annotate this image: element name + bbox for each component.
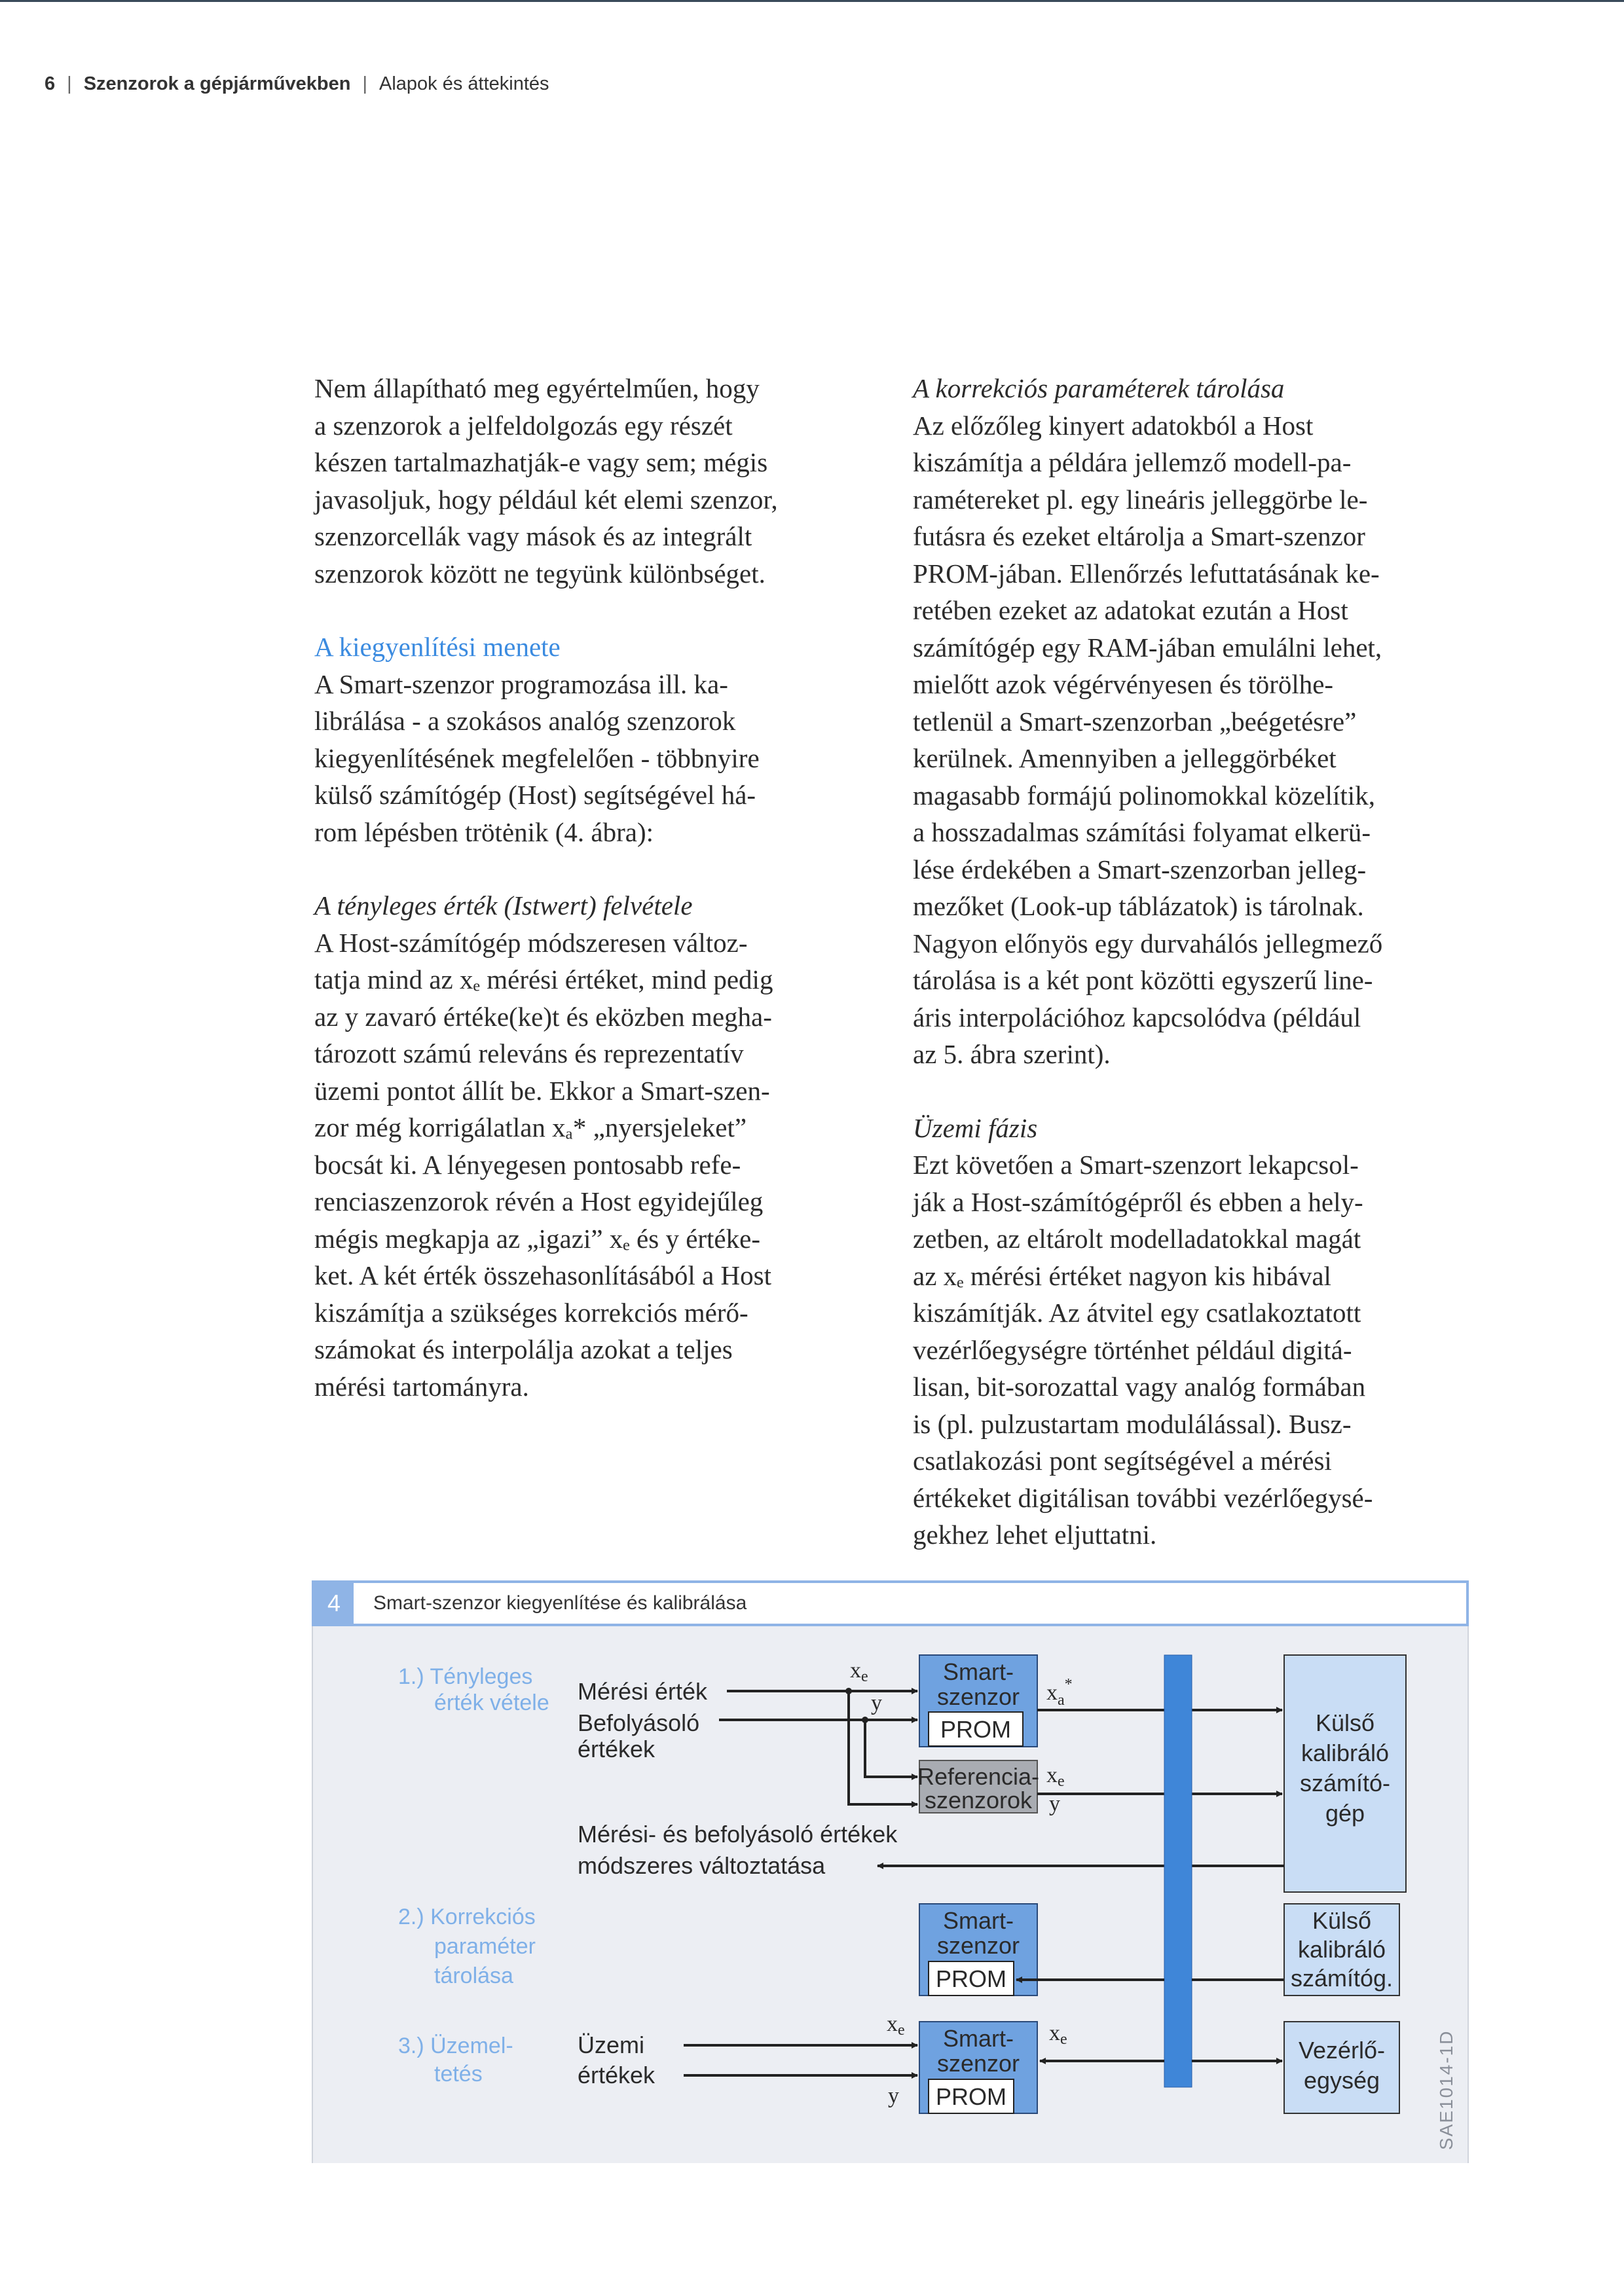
text-line: renciaszenzorok révén a Host egyidejűleg: [314, 1186, 764, 1216]
subheading-parameter-storage: A korrekciós paraméterek tárolása: [913, 373, 1285, 403]
step-2-label: 2.) Korrekciós paraméter tárolása: [398, 1904, 536, 1988]
figure-number: 4: [314, 1583, 354, 1624]
page-top-rule: [0, 0, 1624, 2]
text-line: is (pl. pulzustartam modulálással). Busz-: [913, 1408, 1352, 1439]
text-line: kiszámítják. Az átvitel egy csatlakoztatott: [913, 1298, 1361, 1328]
text-line: kiszámítja a példára jellemző modell-pa-: [913, 447, 1352, 477]
text-line: mégis megkapja az „igazi” xₑ és y értéke-: [314, 1223, 760, 1254]
separator: |: [67, 73, 72, 94]
text-line: magasabb formájú polinomokkal közelítik,: [913, 780, 1375, 811]
text-line: A Smart-szenzor programozása ill. ka-: [314, 668, 728, 699]
section-title: Alapok és áttekintés: [378, 73, 549, 94]
left-column: [314, 370, 891, 1405]
text-line: tatja mind az xₑ mérési értéket, mind pedig: [314, 964, 773, 994]
text-line: kerülnek. Amennyiben a jelleggörbéket: [913, 743, 1337, 773]
text-line: mielőtt azok végérvényesen és törölhe-: [913, 669, 1334, 699]
reference-sensor-label: Referencia-szenzorok: [917, 1763, 1040, 1813]
host-calibrator-label-1: Külső kalibráló számító-gép: [1299, 1709, 1391, 1827]
text-line: A Host-számítógép módszeresen változ-: [314, 927, 748, 958]
operating-phase-paragraph: [913, 1146, 1489, 1554]
text-line: librálása - a szokásos analóg szenzorok: [314, 706, 736, 736]
text-line: PROM-jában. Ellenőrzés lefuttatásának ke-: [913, 558, 1380, 589]
text-line: bocsát ki. A lényegesen pontosabb refe-: [314, 1149, 741, 1180]
var-xe-out: xe: [1049, 2021, 1067, 2048]
text-line: szenzorok között ne tegyünk különbséget.: [314, 558, 766, 589]
text-line: mérési tartományra.: [314, 1371, 529, 1402]
text-line: tárolása is a két pont közötti egyszerű line-: [913, 965, 1373, 995]
actual-value-paragraph: [314, 924, 891, 1406]
text-line: az y zavaró értéke(ke)t és eközben megha-: [314, 1001, 772, 1032]
text-line: Nagyon előnyös egy durvahálós jellegmező: [913, 928, 1383, 958]
smart-sensor-label-2: Smart-szenzor: [936, 1907, 1020, 1959]
var-y: y: [871, 1691, 882, 1715]
text-line: gekhez lehet eljuttatni.: [913, 1520, 1157, 1550]
text-line: javasoljuk, hogy például két elemi szenzor,: [314, 484, 778, 515]
text-line: az xₑ mérési értéket nagyon kis hibával: [913, 1260, 1331, 1291]
section-heading: A kiegyenlítési menete: [314, 632, 561, 662]
page-number: 6: [45, 73, 56, 94]
step-1-label: 1.) Tényleges érték vétele: [398, 1664, 549, 1715]
running-head: [45, 73, 549, 95]
data-bus: [1164, 1655, 1192, 2087]
input-influence-values: Befolyásoló értékek: [578, 1709, 700, 1762]
var-y-ref: y: [1049, 1792, 1060, 1816]
text-line: számokat és interpolálja azokat a teljes: [314, 1334, 733, 1364]
text-line: az 5. ábra szerint).: [913, 1039, 1111, 1069]
figure-diagram: [312, 1626, 1469, 2163]
text-line: ják a Host-számítógépről és ebben a hely-: [913, 1186, 1363, 1217]
figure-caption-bar: [312, 1580, 1469, 1626]
text-line: a hosszadalmas számítási folyamat elkerü-: [913, 817, 1371, 847]
var-xa-star: $x_a^*$: [1046, 1676, 1073, 1709]
chapter-title: Szenzorok a gépjárművekben: [83, 73, 351, 94]
text-line: lisan, bit-sorozattal vagy analóg formában: [913, 1372, 1366, 1402]
text-line: kiegyenlítésének megfelelően - többnyire: [314, 742, 760, 773]
text-line: áris interpolációhoz kapcsolódva (például: [913, 1002, 1361, 1032]
figure-4: [312, 1580, 1469, 2163]
text-line: kiszámítja a szükséges korrekciós mérő-: [314, 1297, 748, 1328]
text-line: számítógép egy RAM-jában emulálni lehet,: [913, 632, 1382, 663]
text-line: külső számítógép (Host) segítségével há-: [314, 780, 756, 810]
text-line: futásra és ezeket eltárolja a Smart-szenzor: [913, 521, 1365, 551]
text-line: a szenzorok a jelfeldolgozás egy részét: [314, 410, 733, 441]
text-line: üzemi pontot állít be. Ekkor a Smart-szen-: [314, 1075, 770, 1106]
text-line: Az előzőleg kinyert adatokból a Host: [913, 410, 1314, 441]
text-line: vezérlőegységre történhet például digitá-: [913, 1334, 1352, 1365]
smart-sensor-label-1: Smart-szenzor: [936, 1658, 1020, 1710]
intro-paragraph: [314, 370, 891, 592]
text-line: készen tartalmazhatják-e vagy sem; mégis: [314, 447, 768, 477]
text-line: szenzorcellák vagy mások és az integrált: [314, 521, 752, 551]
text-line: zor még korrigálatlan xₐ* „nyersjeleket”: [314, 1112, 747, 1142]
arrow-y-to-reference: [865, 1720, 917, 1777]
text-line: Nem állapítható meg egyértelműen, hogy: [314, 373, 760, 403]
text-line: rom lépésben trötėnik (4. ábra):: [314, 816, 654, 847]
text-line: zetben, az eltárolt modelladatokkal magát: [913, 1224, 1361, 1254]
operating-values-label: Üzemi értékek: [578, 2032, 655, 2088]
figure-title: Smart-szenzor kiegyenlítése és kalibrálása: [373, 1592, 747, 1614]
var-xe-in: xe: [887, 2012, 905, 2039]
text-line: tározott számú releváns és reprezentatív: [314, 1038, 744, 1068]
prom-label-1: PROM: [940, 1716, 1011, 1743]
step-3-label: 3.) Üzemel-tetés: [398, 2033, 513, 2086]
var-xe: xe: [850, 1658, 868, 1685]
smart-sensor-label-3: Smart-szenzor: [936, 2025, 1020, 2077]
separator: |: [362, 73, 367, 94]
section-paragraph: [314, 666, 891, 851]
diagram-svg: [313, 1626, 1470, 2163]
text-line: értékeket digitálisan további vezérlőegysé-: [913, 1482, 1373, 1513]
prom-label-3: PROM: [936, 2083, 1006, 2110]
text-line: Ezt követően a Smart-szenzort lekapcsol-: [913, 1150, 1359, 1180]
figure-code: SAE1014-1D: [1436, 2030, 1456, 2150]
var-xe-ref: xe: [1046, 1763, 1065, 1790]
text-line: ket. A két érték összehasonlításából a Host: [314, 1260, 771, 1290]
text-line: lése érdekében a Smart-szenzorban jelleg-: [913, 854, 1367, 884]
host-calibrator-label-2: Külső kalibráló számítóg.: [1290, 1907, 1393, 1992]
text-line: retében ezeket az adatokat ezután a Host: [913, 595, 1348, 625]
prom-label-2: PROM: [936, 1965, 1006, 1992]
input-measured-value: Mérési érték: [578, 1678, 708, 1705]
parameter-storage-paragraph: [913, 407, 1489, 1073]
right-column: [913, 370, 1489, 1554]
subheading-actual-value: A tényleges érték (Istwert) felvétele: [314, 890, 693, 920]
feedback-label: Mérési- és befolyásoló értékek módszeres változtatása: [578, 1821, 898, 1879]
text-line: csatlakozási pont segítségével a mérési: [913, 1446, 1332, 1476]
var-y-in: y: [888, 2084, 899, 2108]
controller-label: Vezérlő-egység: [1298, 2037, 1386, 2094]
arrow-xe-to-reference: [849, 1691, 917, 1804]
subheading-operating-phase: Üzemi fázis: [913, 1112, 1038, 1143]
text-line: tetlenül a Smart-szenzorban „beégetésre”: [913, 706, 1357, 737]
text-line: ramétereket pl. egy lineáris jelleggörbe le-: [913, 484, 1368, 515]
text-line: mezőket (Look-up táblázatok) is tárolnak.: [913, 891, 1364, 921]
